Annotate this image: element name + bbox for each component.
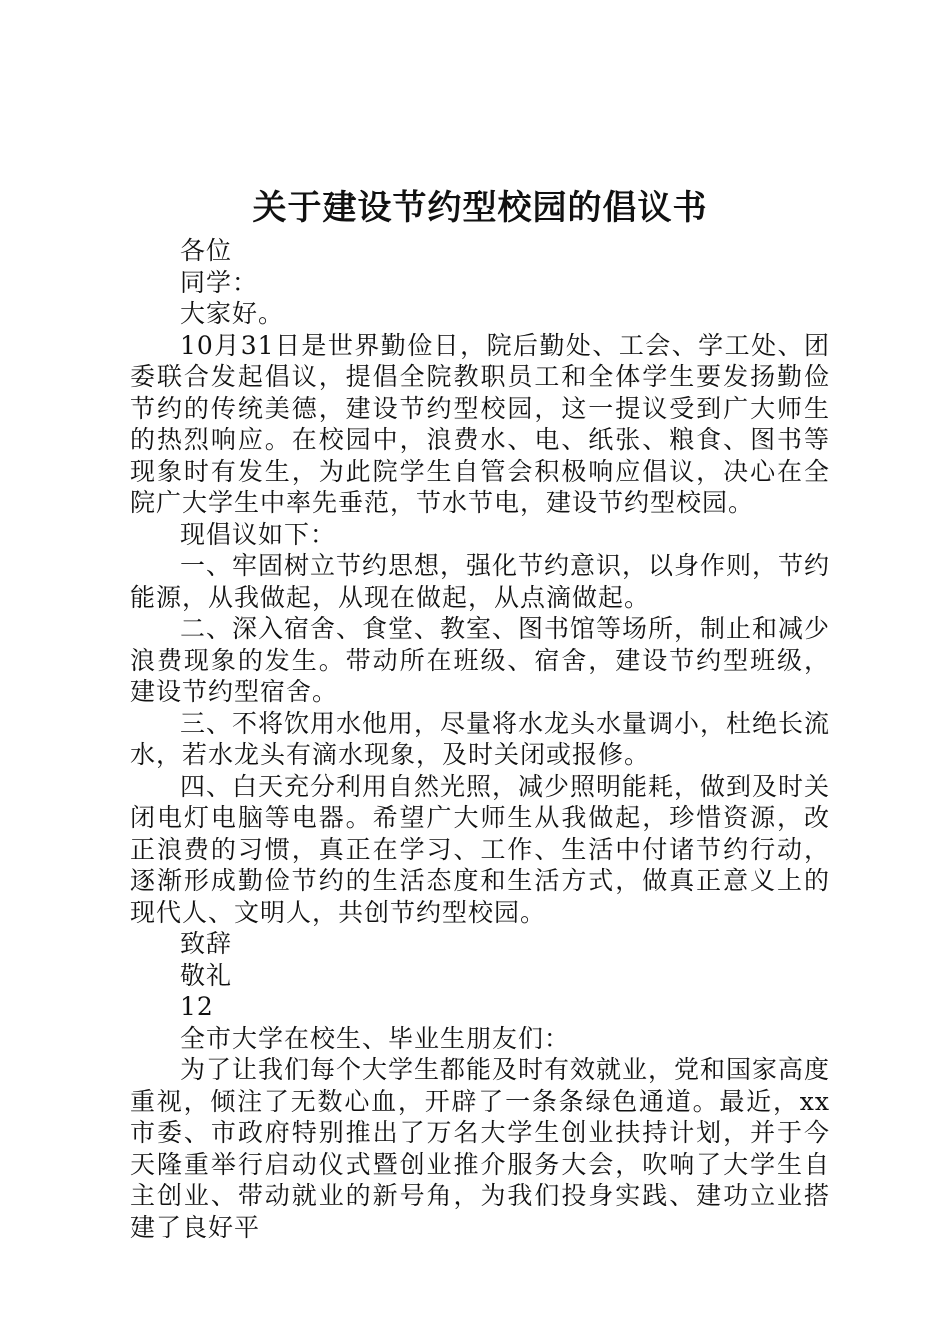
proposal-item-2: 二、深入宿舍、食堂、教室、图书馆等场所，制止和减少浪费现象的发生。带动所在班级、宿舍，建设节约型班级，建设节约型宿舍。 — [130, 614, 831, 706]
salutation-line-2: 同学： — [180, 267, 259, 297]
document-page — [130, 185, 830, 1243]
second-body-paragraph: 为了让我们每个大学生都能及时有效就业，党和国家高度重视，倾注了无数心血，开辟了一条条绿色通道。最近，xx市委、市政府特别推出了万名大学生创业扶持计划，并于今天隆重举行启动仪式暨创业推介服务大会，吹响了大学生自主创业、带动就业的新号角，为我们投身实践、建功立业搭建了良好平 — [130, 1055, 831, 1242]
salutation-line-1: 各位 — [180, 236, 233, 265]
number-line: 12 — [180, 992, 214, 1021]
closing-line-1: 致辞 — [180, 929, 233, 958]
proposal-intro: 现倡议如下： — [180, 519, 337, 549]
proposal-item-1: 一、牢固树立节约思想，强化节约意识，以身作则，节约能源，从我做起，从现在做起，从点滴做起。 — [130, 551, 831, 612]
proposal-item-3: 三、不将饮用水他用，尽量将水龙头水量调小，杜绝长流水，若水龙头有滴水现象，及时关闭或报修。 — [130, 708, 831, 769]
document-title: 关于建设节约型校园的倡议书 — [252, 188, 708, 228]
closing-line-2: 敬礼 — [180, 960, 233, 990]
proposal-item-4: 四、白天充分利用自然光照，减少照明能耗，做到及时关闭电灯电脑等电器。希望广大师生从我做起，珍惜资源，改正浪费的习惯，真正在学习、工作、生活中付诸节约行动，逐渐形成勤俭节约的生活态度和生活方式，做真正意义上的现代人、文明人，共创节约型校园。 — [130, 771, 831, 927]
greeting: 大家好。 — [180, 299, 285, 328]
body-paragraph: 10月31日是世界勤俭日，院后勤处、工会、学工处、团委联合发起倡议，提倡全院教职员工和全体学生要发扬勤俭节约的传统美德，建设节约型校园，这一提议受到广大师生的热烈响应。在校园中，浪费水、电、纸张、粮食、图书等现象时有发生，为此院学生自管会积极响应倡议，决心在全院广大学生中率先垂范，节水节电，建设节约型校园。 — [130, 330, 830, 517]
second-salutation: 全市大学在校生、毕业生朋友们： — [180, 1023, 571, 1053]
